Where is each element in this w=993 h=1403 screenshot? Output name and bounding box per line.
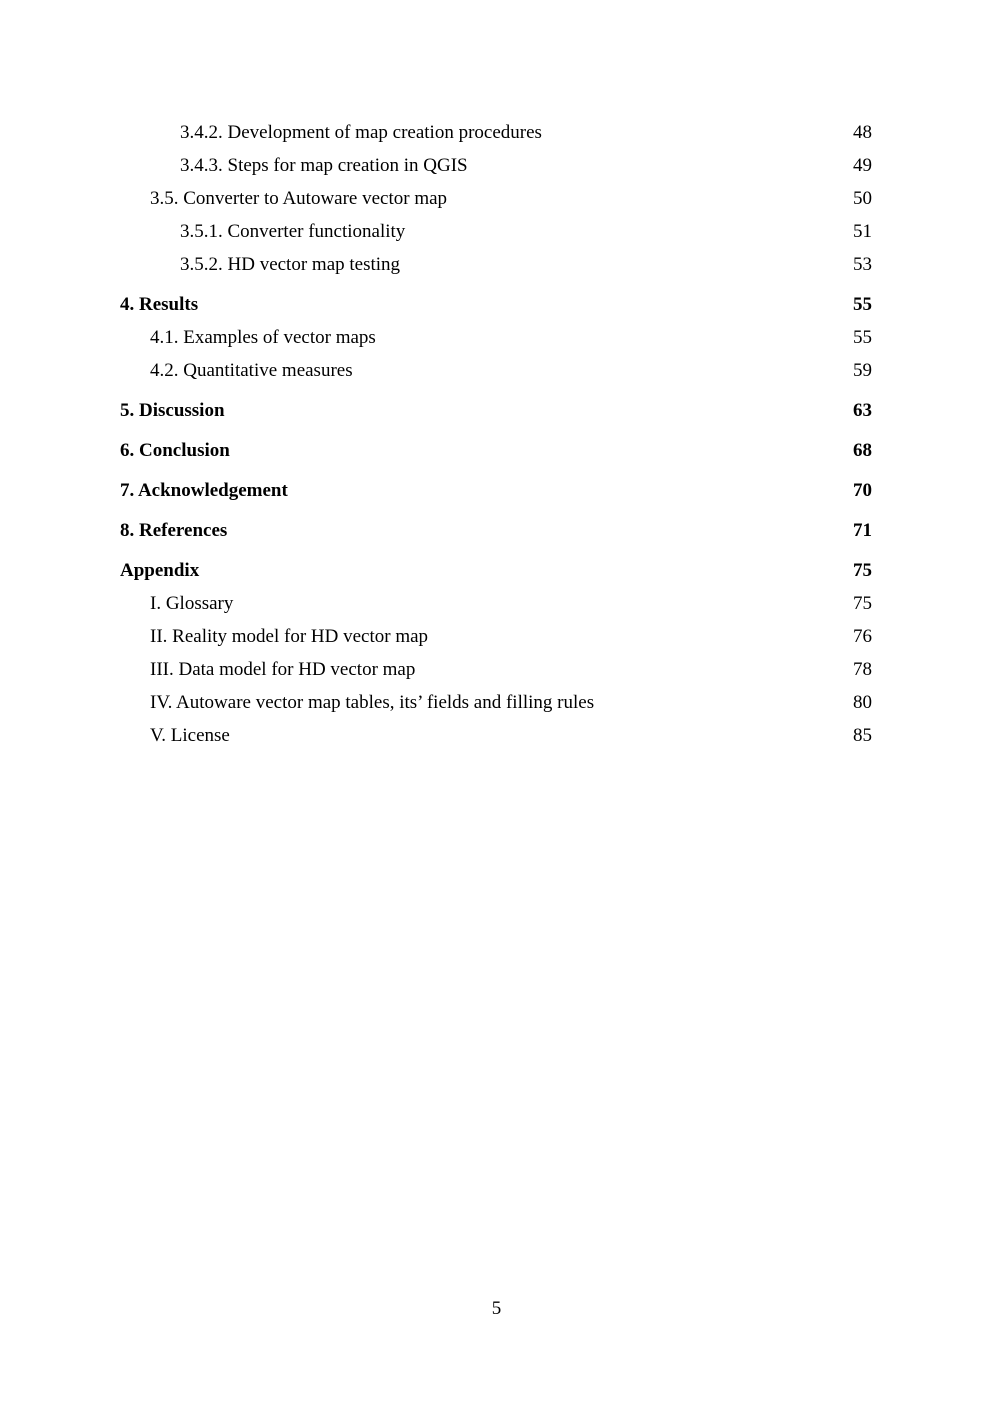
toc-entry-page: 75 — [853, 593, 872, 614]
toc-entry-page: 49 — [853, 155, 872, 176]
toc-entry-title: IV. Autoware vector map tables, its’ fields and filling rules — [150, 692, 595, 713]
toc-entry-title: 3.5. Converter to Autoware vector map — [150, 188, 448, 209]
toc-entry-3-5-2[interactable] — [120, 248, 872, 281]
toc-entry-6[interactable] — [120, 434, 872, 467]
toc-entry-page: 75 — [853, 560, 872, 581]
toc-entry-title: 7. Acknowledgement — [120, 480, 288, 501]
page-number: 5 — [491, 1298, 502, 1319]
toc-entry-3-5-1[interactable] — [120, 215, 872, 248]
toc-entry-appendix-v[interactable] — [120, 719, 872, 752]
toc-entry-page: 63 — [853, 400, 872, 421]
toc-entry-page: 51 — [853, 221, 872, 242]
toc-entry-title: 5. Discussion — [120, 400, 225, 421]
toc-entry-title: 8. References — [120, 520, 228, 541]
toc-entry-appendix-i[interactable] — [120, 587, 872, 620]
toc-entry-5[interactable] — [120, 394, 872, 427]
toc-entry-page: 78 — [853, 659, 872, 680]
toc-entry-page: 59 — [853, 360, 872, 381]
toc-entry-title: 3.5.2. HD vector map testing — [180, 254, 401, 275]
toc-entry-page: 76 — [853, 626, 872, 647]
table-of-contents — [120, 116, 872, 752]
toc-entry-title: 6. Conclusion — [120, 440, 230, 461]
toc-entry-title: I. Glossary — [150, 593, 234, 614]
toc-entry-3-4-3[interactable] — [120, 149, 872, 182]
toc-entry-title: 4.1. Examples of vector maps — [150, 327, 376, 348]
toc-entry-page: 48 — [853, 122, 872, 143]
toc-entry-appendix-iii[interactable] — [120, 653, 872, 686]
toc-entry-4-1[interactable] — [120, 321, 872, 354]
toc-entry-page: 53 — [853, 254, 872, 275]
toc-entry-page: 50 — [853, 188, 872, 209]
toc-entry-title: Appendix — [120, 560, 200, 581]
toc-entry-page: 71 — [853, 520, 872, 541]
toc-entry-page: 80 — [853, 692, 872, 713]
toc-entry-page: 85 — [853, 725, 872, 746]
toc-entry-3-4-2[interactable] — [120, 116, 872, 149]
toc-entry-4-2[interactable] — [120, 354, 872, 387]
toc-entry-appendix[interactable] — [120, 554, 872, 587]
toc-entry-title: 3.4.2. Development of map creation procedures — [180, 122, 542, 143]
toc-entry-title: II. Reality model for HD vector map — [150, 626, 429, 647]
toc-entry-title: 3.5.1. Converter functionality — [180, 221, 406, 242]
toc-entry-title: V. License — [150, 725, 230, 746]
toc-entry-3-5[interactable] — [120, 182, 872, 215]
toc-entry-8[interactable] — [120, 514, 872, 547]
toc-entry-appendix-iv[interactable] — [120, 686, 872, 719]
toc-entry-title: 3.4.3. Steps for map creation in QGIS — [180, 155, 468, 176]
toc-entry-page: 68 — [853, 440, 872, 461]
toc-entry-page: 70 — [853, 480, 872, 501]
toc-entry-title: 4.2. Quantitative measures — [150, 360, 353, 381]
toc-entry-4[interactable] — [120, 288, 872, 321]
toc-entry-title: 4. Results — [120, 294, 199, 315]
toc-entry-page: 55 — [853, 294, 872, 315]
toc-entry-title: III. Data model for HD vector map — [150, 659, 416, 680]
toc-entry-page: 55 — [853, 327, 872, 348]
toc-entry-appendix-ii[interactable] — [120, 620, 872, 653]
toc-entry-7[interactable] — [120, 474, 872, 507]
